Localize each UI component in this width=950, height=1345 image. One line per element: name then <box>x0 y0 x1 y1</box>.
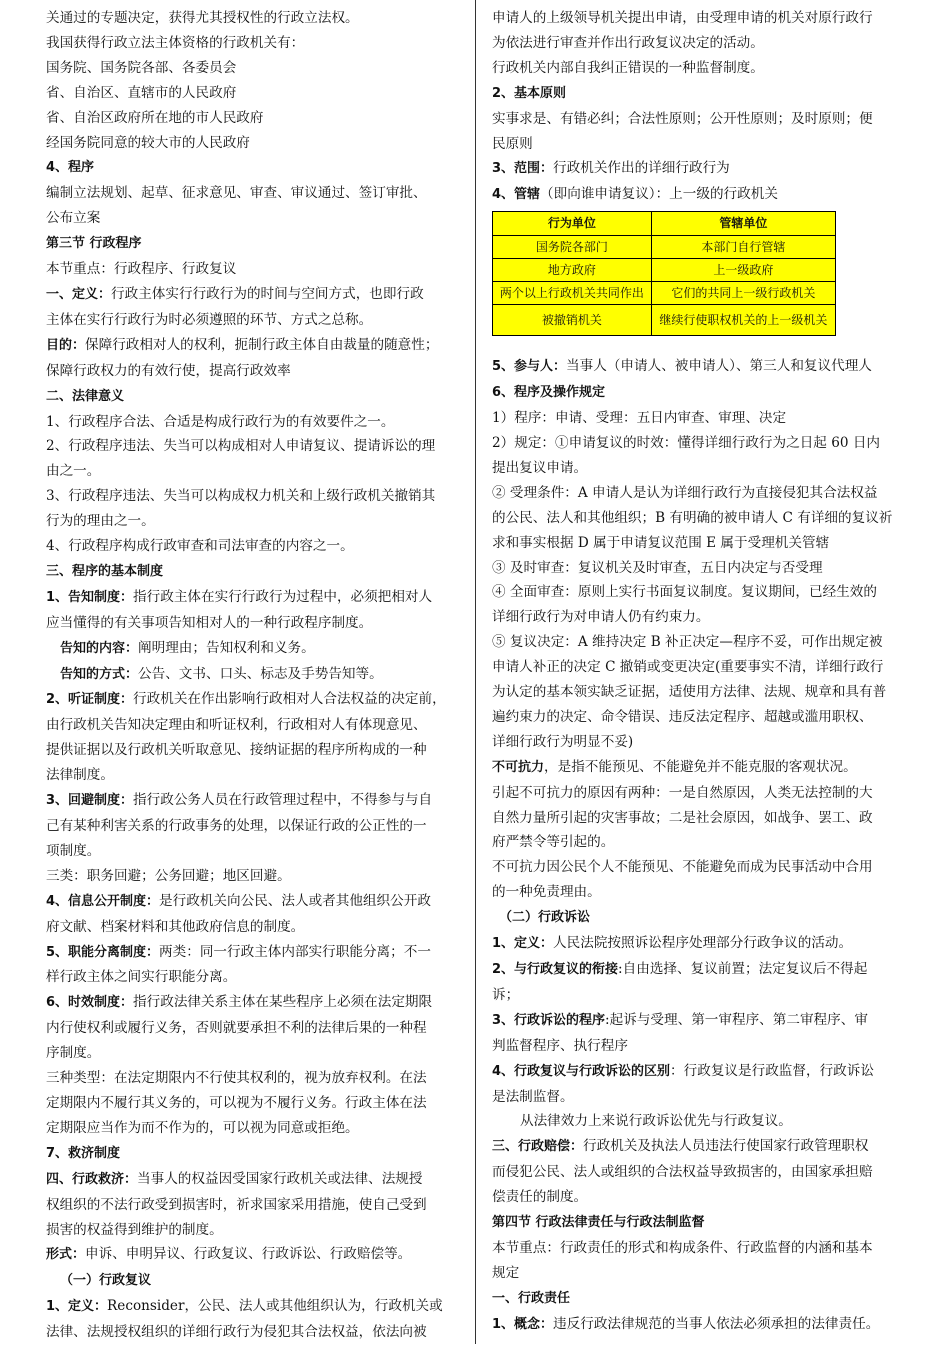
body-text: 2）规定：①申请复议的时效：懂得详细行政行为之日起 60 日内 <box>492 434 881 451</box>
text-line <box>46 1167 461 1193</box>
table-cell: 国务院各部门 <box>493 236 652 259</box>
text-line <box>492 781 906 806</box>
body-text: 三类：职务回避；公务回避；地区回避。 <box>46 867 291 884</box>
body-text: 规定 <box>492 1264 520 1281</box>
jurisdiction-table <box>492 211 836 336</box>
body-text: 行为的理由之一。 <box>46 513 155 530</box>
body-text: 国务院、国务院各部、各委员会 <box>46 59 237 76</box>
body-text: 从法律效力上来说行政诉讼优先与行政复议。 <box>520 1113 792 1130</box>
body-text: 本节重点：行政程序、行政复议 <box>46 261 237 278</box>
text-line <box>492 1134 906 1160</box>
bold-heading: 1、定义： <box>46 1299 108 1315</box>
text-line <box>46 990 461 1016</box>
text-line <box>46 1268 461 1294</box>
body-text: 1、行政程序合法、合适是构成行政行为的有效要件之一。 <box>46 413 395 430</box>
text-line <box>46 788 461 814</box>
text-line <box>46 1116 461 1141</box>
text-line <box>492 1261 906 1286</box>
body-text: 判监督程序、执行程序 <box>492 1037 628 1054</box>
right-column <box>492 6 906 1338</box>
body-text: 阐明理由；告知权利和义务。 <box>138 639 315 656</box>
text-line <box>46 333 461 359</box>
table-row <box>493 236 836 259</box>
text-line <box>46 484 461 509</box>
text-line <box>492 1312 906 1338</box>
text-line <box>46 534 461 559</box>
text-line <box>46 864 461 889</box>
body-text: 定期限内不履行其义务的，可以视为不履行义务。行政主体在法 <box>46 1094 427 1111</box>
text-line <box>46 1242 461 1268</box>
bold-heading: 1、定义： <box>492 936 554 952</box>
bold-heading: 4、行政复议与行政诉讼的区别 <box>492 1063 671 1079</box>
text-line <box>46 662 461 688</box>
body-text: 项制度。 <box>46 842 101 859</box>
text-line <box>46 384 461 410</box>
text-line <box>46 611 461 636</box>
text-line <box>46 1016 461 1041</box>
text-line <box>46 257 461 282</box>
text-line <box>492 132 906 157</box>
text-line <box>46 81 461 106</box>
bold-heading: 2、基本原则 <box>492 85 567 101</box>
text-line <box>492 1210 906 1236</box>
body-text: 民原则 <box>492 135 533 152</box>
table-cell: 两个以上行政机关共同作出 <box>493 282 652 305</box>
bold-heading: 7、救济制度 <box>46 1145 121 1161</box>
table-header-cell: 管辖单位 <box>651 212 835 236</box>
text-line <box>492 182 906 208</box>
body-text: 定期限应当作为而不作为的，可以视为同意或拒绝。 <box>46 1119 359 1136</box>
text-line <box>46 106 461 131</box>
bold-heading: 第四节 行政法律责任与行政法制监督 <box>492 1215 705 1231</box>
text-line <box>492 556 906 581</box>
bold-heading: 第三节 行政程序 <box>46 236 142 252</box>
text-line <box>492 107 906 132</box>
table-row <box>493 305 836 336</box>
body-text: 府严禁令等引起的。 <box>492 834 615 851</box>
text-line <box>492 905 906 931</box>
text-line <box>46 915 461 940</box>
body-text: 行政主体实行行政行为的时间与空间方式，也即行政 <box>111 285 424 302</box>
text-line <box>492 406 906 431</box>
bold-heading: （二）行政诉讼 <box>499 910 591 926</box>
bold-heading: 6、程序及操作规定 <box>492 385 606 401</box>
text-line <box>46 1218 461 1243</box>
text-line <box>492 655 906 680</box>
bold-heading: 5、职能分离制度： <box>46 944 160 960</box>
body-text: 诉； <box>492 986 520 1003</box>
text-line <box>492 1185 906 1210</box>
text-line <box>46 6 461 31</box>
body-text: ，是指不能预见、不能避免并不能克服的客观状况。 <box>544 758 857 775</box>
bold-heading: 告知的方式： <box>60 666 139 682</box>
body-text: 详细行政行为明显不妥) <box>492 733 634 750</box>
text-line <box>46 131 461 156</box>
body-text: 遍约束力的决定、命令错误、违反法定程序、超越或滥用职权、 <box>492 708 873 725</box>
body-text: 指行政法律关系主体在某些程序上必须在法定期限 <box>133 994 433 1011</box>
body-text: 序制度。 <box>46 1045 101 1062</box>
body-text: 行政机关在作出影响行政相对人合法权益的决定前， <box>133 691 446 708</box>
body-text: 指行政公务人员在行政管理过程中，不得参与与自 <box>133 792 433 809</box>
text-line <box>492 1286 906 1312</box>
body-text: 求和事实根据 D 属于申请复议范围 E 属于受理机关管辖 <box>492 534 830 551</box>
table-cell: 继续行使职权机关的上一级机关 <box>651 305 835 336</box>
text-line <box>492 380 906 406</box>
bold-heading: 四、行政救济： <box>46 1171 138 1187</box>
bold-heading: 3、行政诉讼的程序 <box>492 1012 606 1028</box>
body-text: Reconsider，公民、法人或其他组织认为，行政机关或 <box>107 1298 443 1315</box>
text-line <box>492 605 906 630</box>
text-line <box>492 354 906 380</box>
body-text: 由之一。 <box>46 463 101 480</box>
table-row <box>493 259 836 282</box>
text-line <box>46 231 461 257</box>
bold-heading: 4、信息公开制度： <box>46 893 160 909</box>
text-line <box>492 705 906 730</box>
text-line <box>46 1193 461 1218</box>
text-line <box>492 931 906 957</box>
text-line <box>46 636 461 662</box>
body-text: 当事人（申请人、被申请人）、第三人和复议代理人 <box>566 358 872 375</box>
text-line <box>46 585 461 611</box>
text-line <box>46 713 461 738</box>
body-text: 1）程序：申请、受理：五日内审查、审理、决定 <box>492 410 787 427</box>
body-text: 申请人的上级领导机关提出申请，由受理申请的机关对原行政行 <box>492 10 873 26</box>
bold-heading: 4、管辖 <box>492 187 541 203</box>
body-text: 3、行政程序违法、失当可以构成权力机关和上级行政机关撤销其 <box>46 488 436 505</box>
body-text: 我国获得行政立法主体资格的行政机关有： <box>46 34 305 51</box>
body-text: 编制立法规划、起草、征求意见、审查、审议通过、签订审批、 <box>46 185 427 202</box>
text-line <box>46 410 461 435</box>
text-line <box>46 889 461 915</box>
text-line <box>492 1160 906 1185</box>
body-text: 的公民、法人和其他组织；B 有明确的被申请人 C 有详细的复议祈 <box>492 509 893 526</box>
body-text: 本节重点：行政责任的形式和构成条件、行政监督的内涵和基本 <box>492 1239 873 1256</box>
table-row <box>493 282 836 305</box>
bold-heading: 6、时效制度： <box>46 995 134 1011</box>
text-line <box>492 1109 906 1134</box>
body-text: 实事求是、有错必纠；合法性原则；公开性原则；及时原则；便 <box>492 110 873 127</box>
text-line <box>46 206 461 231</box>
body-text: 是行政机关向公民、法人或者其他组织公开政 <box>159 892 431 909</box>
text-line <box>46 687 461 713</box>
body-text: 损害的权益得到维护的制度。 <box>46 1221 223 1238</box>
text-line <box>492 481 906 506</box>
bold-heading: 告知的内容： <box>60 640 139 656</box>
bold-heading: 不可抗力 <box>492 759 545 775</box>
text-line <box>46 181 461 206</box>
text-line <box>492 6 906 31</box>
bold-heading: 3、范围： <box>492 161 554 177</box>
text-line <box>492 957 906 983</box>
body-text: 自然力量所引起的灾害事故；二是社会原因，如战争、罢工、政 <box>492 809 873 826</box>
bold-heading: 三、行政赔偿： <box>492 1139 584 1155</box>
body-text: 公告、文书、口头、标志及手势告知等。 <box>138 665 383 682</box>
bold-heading: （一）行政复议 <box>60 1273 152 1289</box>
body-text: 详细行政行为对申请人仍有约束力。 <box>492 609 710 626</box>
body-text: 行政机关内部自我纠正错误的一种监督制度。 <box>492 59 764 76</box>
text-line <box>492 630 906 655</box>
body-text: 省、自治区、直辖市的人民政府 <box>46 84 237 101</box>
body-text: 由行政机关告知决定理由和听证权利，行政相对人有体现意见、 <box>46 717 427 734</box>
body-text: 申诉、申明异议、行政复议、行政诉讼、行政赔偿等。 <box>85 1246 412 1263</box>
bold-heading: 2、听证制度： <box>46 692 134 708</box>
text-line <box>46 155 461 181</box>
text-line <box>46 308 461 333</box>
text-line <box>46 31 461 56</box>
body-text: :起诉与受理、第一审程序、第二审程序、审 <box>605 1011 868 1028</box>
body-text: 省、自治区政府所在地的市人民政府 <box>46 109 264 126</box>
body-text: 保障行政权力的有效行使，提高行政效率 <box>46 362 291 379</box>
bold-heading: 一、定义： <box>46 286 112 302</box>
body-text: 人民法院按照诉讼程序处理部分行政争议的活动。 <box>553 935 853 952</box>
body-text: 经国务院同意的较大市的人民政府 <box>46 134 250 151</box>
body-text: 违反行政法律规范的当事人依法必须承担的法律责任。 <box>553 1315 880 1332</box>
bold-heading: 2、与行政复议的衔接 <box>492 962 619 977</box>
body-text: 己有某种利害关系的行政事务的处理，以保证行政的公正性的一 <box>46 818 427 834</box>
table-cell: 本部门自行管辖 <box>651 236 835 259</box>
text-line <box>46 763 461 788</box>
left-column <box>46 6 461 1345</box>
text-line <box>492 806 906 831</box>
bold-heading: 一、行政责任 <box>492 1290 571 1306</box>
text-line <box>46 1091 461 1116</box>
text-line <box>492 156 906 182</box>
body-text: 为认定的基本领实缺乏证据，适使用方法律、法规、规章和具有普 <box>492 684 887 701</box>
text-line <box>46 459 461 484</box>
bold-heading: 形式： <box>46 1247 86 1263</box>
bold-heading: 5、参与人： <box>492 359 567 375</box>
text-line <box>46 1041 461 1066</box>
text-line <box>492 456 906 481</box>
body-text: 行政机关作出的详细行政行为 <box>553 160 730 177</box>
body-text: ⑤ 复议决定：A 维持决定 B 补正决定—程序不妥，可作出规定被 <box>492 634 883 651</box>
text-line <box>492 1034 906 1059</box>
bold-heading: 三、程序的基本制度 <box>46 563 164 579</box>
body-text: ② 受理条件：A 申请人是认为详细行政行为直接侵犯其合法权益 <box>492 484 878 501</box>
text-line <box>492 1059 906 1085</box>
body-text: 法律、法规授权组织的详细行政行为侵犯其合法权益，依法向被 <box>46 1324 427 1341</box>
bold-heading: 目的： <box>46 337 86 353</box>
body-text: ：行政复议是行政监督，行政诉讼 <box>670 1062 874 1079</box>
body-text: 内行使权利或履行义务，否则就要承担不利的法律后果的一种程 <box>46 1020 427 1037</box>
text-line <box>46 940 461 966</box>
table-cell: 被撤销机关 <box>493 305 652 336</box>
text-line <box>46 965 461 990</box>
bold-heading: 4、程序 <box>46 160 95 176</box>
right-column-bottom <box>492 354 906 1337</box>
bold-heading: 1、概念： <box>492 1316 554 1332</box>
bold-heading: 二、法律意义 <box>46 388 125 404</box>
table-cell: 地方政府 <box>493 259 652 282</box>
body-text: 是法制监督。 <box>492 1088 574 1105</box>
body-text: 2、行政程序违法、失当可以构成相对人申请复议、提请诉讼的理 <box>46 438 436 455</box>
text-line <box>46 559 461 585</box>
body-text: 应当懂得的有关事项告知相对人的一种行政程序制度。 <box>46 614 373 631</box>
body-text: 而侵犯公民、法人或组织的合法权益导致损害的，由国家承担赔 <box>492 1164 873 1181</box>
body-text: 提出复议申请。 <box>492 459 588 476</box>
text-line <box>492 531 906 556</box>
text-line <box>492 56 906 81</box>
text-line <box>46 1141 461 1167</box>
body-text: 府文献、档案材料和其他政府信息的制度。 <box>46 918 305 935</box>
body-text: 指行政主体在实行行政行为过程中，必须把相对人 <box>133 588 433 605</box>
text-line <box>492 1236 906 1261</box>
text-line <box>492 730 906 755</box>
table-header-cell: 行为单位 <box>493 212 652 236</box>
table-spacer <box>492 338 906 354</box>
text-line <box>492 830 906 855</box>
text-line <box>46 56 461 81</box>
text-line <box>46 1066 461 1091</box>
body-text: 引起不可抗力的原因有两种：一是自然原因，人类无法控制的大 <box>492 784 873 801</box>
text-line <box>46 282 461 308</box>
body-text: 三种类型：在法定期限内不行使其权利的，视为放弃权利。在法 <box>46 1070 427 1087</box>
table-cell: 它们的共同上一级行政机关 <box>651 282 835 305</box>
text-line <box>492 1008 906 1034</box>
text-line <box>492 431 906 456</box>
text-line <box>46 839 461 864</box>
text-line <box>46 434 461 459</box>
body-text: :自由选择、复议前置；法定复议后不得起 <box>618 961 868 977</box>
text-line <box>492 580 906 605</box>
body-text: 法律制度。 <box>46 767 114 784</box>
body-text: ④ 全面审查：原则上实行书面复议制度。复议期间，已经生效的 <box>492 584 877 601</box>
body-text: 权组织的不法行政受到损害时，祈求国家采用措施，使自己受到 <box>46 1196 427 1213</box>
body-text: 不可抗力因公民个人不能预见、不能避免而成为民事活动中合用 <box>492 859 873 876</box>
text-line <box>492 1085 906 1110</box>
body-text: 关通过的专题决定，获得尤其授权性的行政立法权。 <box>46 10 359 26</box>
text-line <box>492 983 906 1008</box>
text-line <box>492 31 906 56</box>
table-header-row <box>493 212 836 236</box>
body-text: 当事人的权益因受国家行政机关或法律、法规授 <box>137 1170 423 1187</box>
table-cell: 上一级政府 <box>651 259 835 282</box>
text-line <box>46 1294 461 1320</box>
body-text: 样行政主体之间实行职能分离。 <box>46 969 237 986</box>
text-line <box>492 81 906 107</box>
text-line <box>46 509 461 534</box>
text-line <box>492 506 906 531</box>
body-text: 申请人补正的决定 C 撤销或变更决定(重要事实不清，详细行政行 <box>492 659 884 676</box>
bold-heading: 3、回避制度： <box>46 793 134 809</box>
body-text: 主体在实行行政行为时必须遵照的环节、方式之总称。 <box>46 311 373 328</box>
body-text: 行政机关及执法人员违法行使国家行政管理职权 <box>583 1138 869 1155</box>
text-line <box>492 880 906 905</box>
text-line <box>46 814 461 839</box>
body-text: 偿责任的制度。 <box>492 1189 588 1206</box>
body-text: 的一种免责理由。 <box>492 884 601 901</box>
body-text: 保障行政相对人的权利，扼制行政主体自由裁量的随意性； <box>85 336 439 353</box>
text-line <box>46 359 461 384</box>
body-text: ③ 及时审查：复议机关及时审查，五日内决定与否受理 <box>492 559 823 576</box>
body-text: 4、行政程序构成行政审查和司法审查的内容之一。 <box>46 538 354 555</box>
text-line <box>46 738 461 763</box>
right-column-top <box>492 6 906 208</box>
text-line <box>492 855 906 880</box>
text-line <box>492 680 906 705</box>
body-text: 为依法进行审查并作出行政复议决定的活动。 <box>492 34 764 51</box>
body-text: （即向谁申请复议）：上一级的行政机关 <box>540 186 778 203</box>
text-line <box>46 1320 461 1345</box>
body-text: 公布立案 <box>46 210 101 227</box>
body-text: 提供证据以及行政机关听取意见、接纳证据的程序所构成的一种 <box>46 742 427 759</box>
text-line <box>492 755 906 781</box>
bold-heading: 1、告知制度： <box>46 589 134 605</box>
column-divider <box>475 0 476 1344</box>
body-text: 两类：同一行政主体内部实行职能分离；不一 <box>159 943 431 960</box>
